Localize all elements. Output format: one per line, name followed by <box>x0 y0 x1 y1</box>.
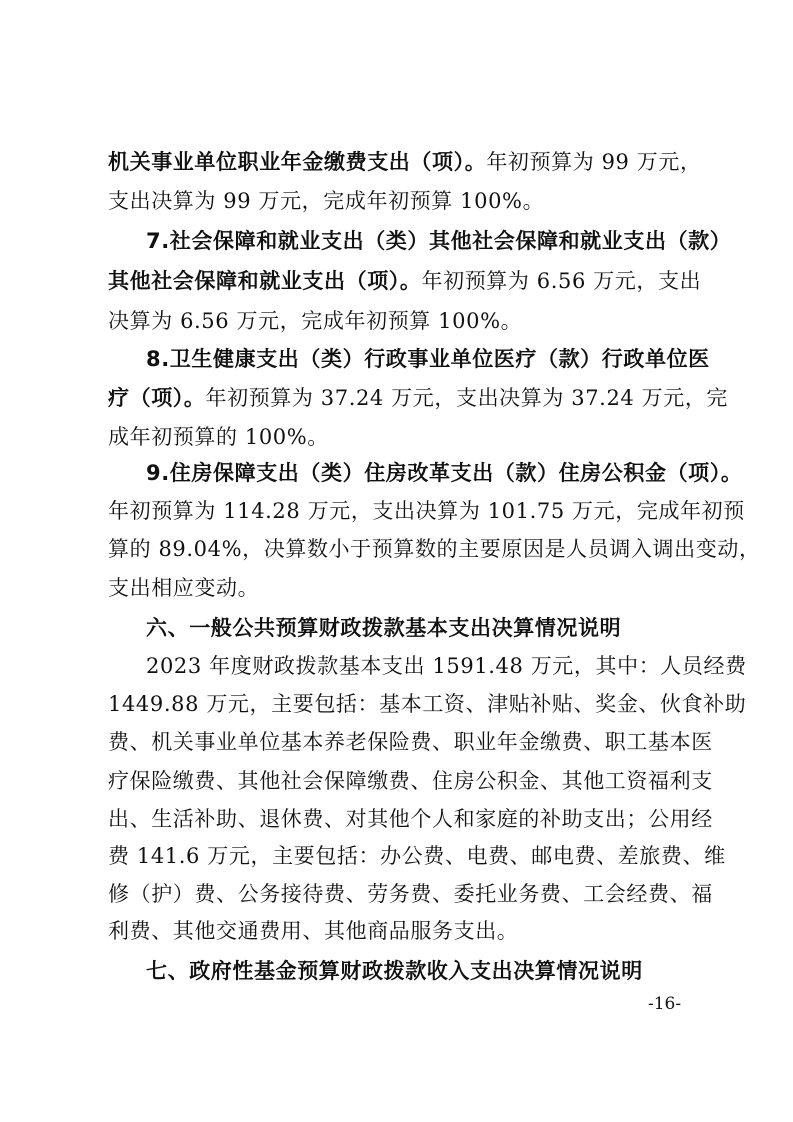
page-number: -16- <box>648 994 682 1014</box>
paragraph-line: 费、机关事业单位基本养老保险费、职业年金缴费、职工基本医 <box>108 730 713 754</box>
paragraph-line: 出、生活补助、退休费、对其他个人和家庭的补助支出；公用经 <box>108 807 713 831</box>
paragraph-text: 年初预算为 6.56 万元，支出 <box>421 269 702 293</box>
bold-item-title: 7.社会保障和就业支出（类）其他社会保障和就业支出（款） <box>146 229 732 253</box>
paragraph-line: 算的 89.04%，决算数小于预算数的主要原因是人员调入调出变动， <box>108 537 761 561</box>
paragraph-line: 年初预算为 114.28 万元，支出决算为 101.75 万元，完成年初预 <box>108 499 745 523</box>
section-heading: 七、政府性基金预算财政拨款收入支出决算情况说明 <box>146 959 643 983</box>
bold-item-title: 其他社会保障和就业支出（项）。 <box>108 269 422 293</box>
paragraph-line: 成年初预算的 100%。 <box>108 425 329 449</box>
paragraph-line <box>108 143 702 181</box>
paragraph-line: 支出决算为 99 万元，完成年初预算 100%。 <box>108 189 545 213</box>
paragraph-line: 1449.88 万元，主要包括：基本工资、津贴补贴、奖金、伙食补助 <box>108 692 747 716</box>
paragraph-line: 支出相应变动。 <box>108 576 260 600</box>
paragraph-line: 2023 年度财政拨款基本支出 1591.48 万元，其中：人员经费 <box>146 654 747 678</box>
paragraph-line: 决算为 6.56 万元，完成年初预算 100%。 <box>108 309 523 333</box>
paragraph-line <box>108 379 729 417</box>
paragraph-line: 费 141.6 万元，主要包括：办公费、电费、邮电费、差旅费、维 <box>108 844 726 868</box>
bold-item-title: 疗（项）。 <box>108 386 206 410</box>
section-heading: 六、一般公共预算财政拨款基本支出决算情况说明 <box>146 616 622 640</box>
paragraph-text: 年初预算为 37.24 万元，支出决算为 37.24 万元，完 <box>205 386 729 410</box>
paragraph-line: 疗保险缴费、其他社会保障缴费、住房公积金、其他工资福利支 <box>108 769 713 793</box>
paragraph-line: 修（护）费、公务接待费、劳务费、委托业务费、工会经费、福 <box>108 882 713 906</box>
paragraph-line <box>108 262 702 300</box>
bold-item-title: 8.卫生健康支出（类）行政事业单位医疗（款）行政单位医 <box>146 347 710 371</box>
bold-item-title: 机关事业单位职业年金缴费支出（项）。 <box>108 150 487 174</box>
bold-item-title: 9.住房保障支出（类）住房改革支出（款）住房公积金（项）。 <box>146 461 743 485</box>
paragraph-text: 年初预算为 99 万元， <box>486 150 702 174</box>
paragraph-line: 利费、其他交通费用、其他商品服务支出。 <box>108 919 519 943</box>
